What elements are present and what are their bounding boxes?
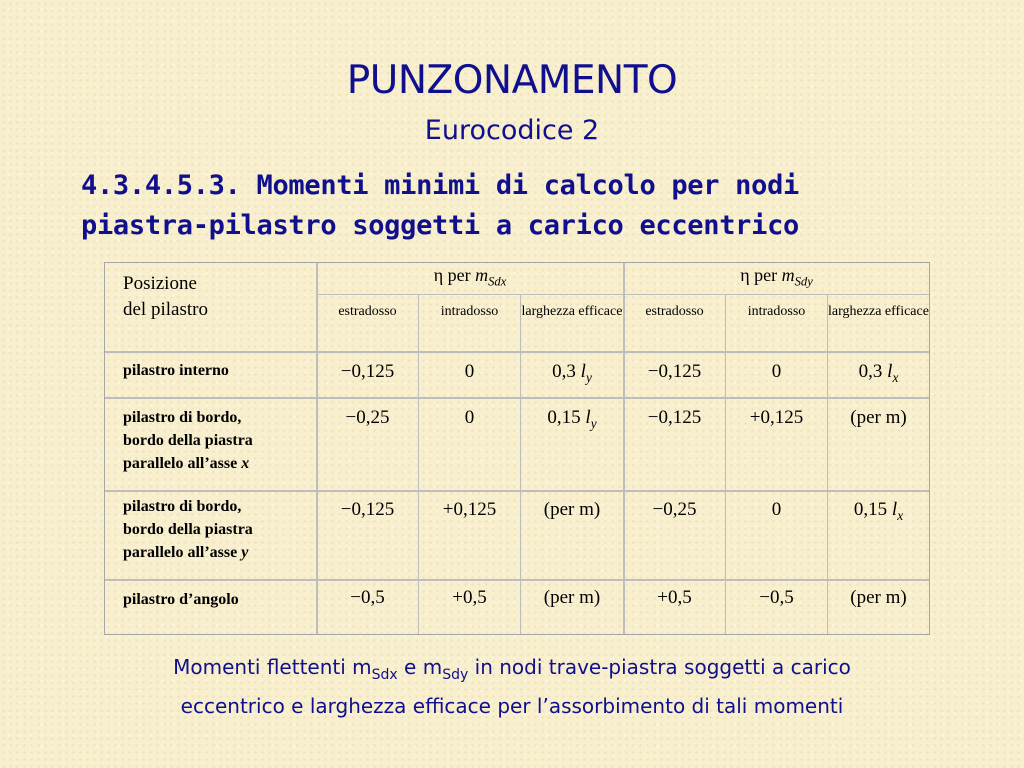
- section-heading-line1: 4.3.4.5.3. Momenti minimi di calcolo per nodi: [81, 170, 799, 201]
- value-cell: −0,5: [350, 587, 385, 608]
- group-header-msdx: η per $m_{Sdx}$: [433, 265, 507, 289]
- value-cell: (per m): [543, 587, 601, 608]
- row-label-pilastro-angolo: pilastro d’angolo: [123, 591, 239, 608]
- value-cell: 0: [464, 361, 475, 382]
- value-cell: 0: [771, 361, 782, 382]
- col-divider: [827, 294, 828, 634]
- row-divider: [105, 579, 929, 581]
- value-cell: +0,125: [749, 407, 804, 428]
- slide-subtitle: Eurocodice 2: [424, 115, 600, 146]
- col-divider: [418, 294, 419, 634]
- subheader-cell: estradosso: [338, 304, 397, 319]
- value-cell: +0,5: [657, 587, 692, 608]
- col-divider: [725, 294, 726, 634]
- value-cell: −0,125: [647, 407, 702, 428]
- value-cell: +0,125: [442, 499, 497, 520]
- value-cell: −0,125: [647, 361, 702, 382]
- value-cell: 0,3 $l_y$: [552, 361, 592, 385]
- row-divider: [105, 490, 929, 492]
- footer-caption: Momenti flettenti $m_{Sdx}$ e $m_{Sdy}$ in nodi trave-piastra soggetti a carico eccentrico e larghezza efficace per l’assorbimento di tali momenti: [173, 655, 851, 718]
- subheader-cell: intradosso: [747, 304, 806, 319]
- subheader-cell: larghezza efficace: [828, 304, 929, 319]
- row-divider: [105, 397, 929, 399]
- value-cell: 0,15 $l_y$: [547, 407, 597, 431]
- value-cell: −0,125: [340, 499, 395, 520]
- position-header: Posizione del pilastro: [123, 273, 208, 320]
- row-divider-header: [105, 351, 929, 353]
- value-cell: (per m): [850, 587, 907, 608]
- value-cell: 0: [464, 407, 475, 428]
- value-cell: +0,5: [452, 587, 487, 608]
- value-cell: 0,15 $l_x$: [853, 499, 904, 523]
- row-label-bordo-y: pilastro di bordo, bordo della piastra parallelo all’asse y: [123, 498, 253, 561]
- value-cell: (per m): [543, 499, 601, 520]
- group-header-msdy: η per $m_{Sdy}$: [740, 265, 813, 289]
- value-cell: −0,5: [759, 587, 794, 608]
- subheader-cell: estradosso: [645, 304, 704, 319]
- minimum-moments-table: [104, 262, 930, 635]
- value-cell: −0,25: [345, 407, 390, 428]
- value-cell: 0: [771, 499, 782, 520]
- section-heading-line2: piastra-pilastro soggetti a carico eccentrico: [81, 210, 799, 241]
- value-cell: 0,3 $l_x$: [858, 361, 899, 385]
- section-heading: [81, 166, 981, 246]
- value-cell: (per m): [850, 407, 907, 428]
- value-cell: −0,125: [340, 361, 395, 382]
- subheader-cell: larghezza efficace: [521, 304, 623, 319]
- col-divider: [520, 294, 521, 634]
- row-label-bordo-x: pilastro di bordo, bordo della piastra parallelo all’asse x: [123, 409, 253, 472]
- row-divider-subheader: [316, 294, 929, 295]
- value-cell: −0,25: [652, 499, 697, 520]
- slide-title: PUNZONAMENTO: [346, 58, 678, 103]
- row-label-pilastro-interno: pilastro interno: [123, 362, 229, 379]
- subheader-cell: intradosso: [440, 304, 499, 319]
